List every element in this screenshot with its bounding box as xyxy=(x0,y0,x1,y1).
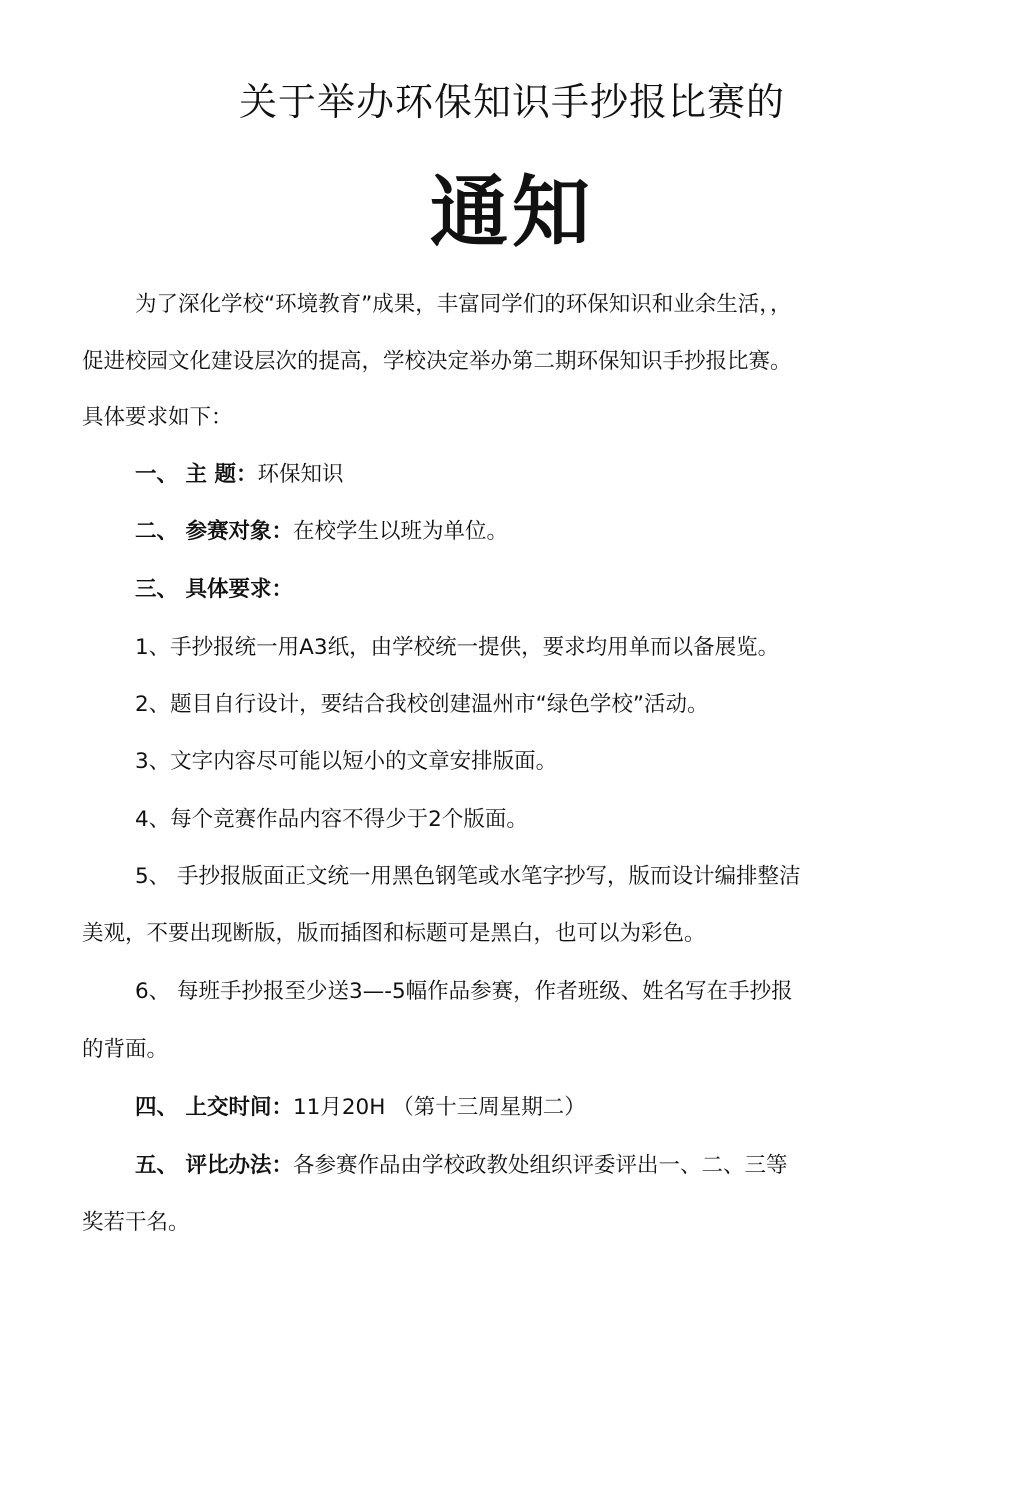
section-theme xyxy=(135,460,995,490)
section-theme-value: 环保知识 xyxy=(257,462,344,487)
intro-line-2: 促进校园文化建设层次的提高，学校决定举办第二期环保知识手抄报比赛。 xyxy=(82,349,792,374)
requirement-item-4: 4、每个竞赛作品内容不得少于2个版面。 xyxy=(135,807,528,832)
intro-line-1: 为了深化学校“环境教育”成果，丰富同学们的环保知识和业余生活，， xyxy=(135,292,792,317)
requirement-item-2: 2、题目自行设计，要结合我校创建温州市“绿色学校”活动。 xyxy=(135,692,709,717)
section-participants-label: 二、 参赛对象： xyxy=(135,519,293,544)
requirement-item-5-line-1: 5、 手抄报版面正文统一用黑色钢笔或水笔字抄写，版而设计编排整洁 xyxy=(135,864,801,889)
requirement-item-5-line-2: 美观，不要出现断版，版而插图和标题可是黑白，也可以为彩色。 xyxy=(82,921,706,946)
document-title: 通知 xyxy=(429,168,594,258)
requirement-item-6-line-1: 6、 每班手抄报至少送3—-5幅作品参赛，作者班级、姓名写在手抄报 xyxy=(135,979,793,1004)
section-judging-label: 五、 评比办法： xyxy=(135,1153,293,1178)
section-submit-time-value: 11月20H （第十三周星期二） xyxy=(293,1095,586,1120)
section-judging-value-line-2: 奖若干名。 xyxy=(82,1210,190,1235)
section-submit-time xyxy=(135,1093,995,1123)
requirement-item-3: 3、文字内容尽可能以短小的文章安排版面。 xyxy=(135,749,558,774)
section-judging xyxy=(135,1151,995,1181)
intro-line-3: 具体要求如下： xyxy=(82,405,233,430)
section-judging-value-line-1: 各参赛作品由学校政教处组织评委评出一、二、三等 xyxy=(293,1153,788,1178)
requirement-item-6-line-2: 的背面。 xyxy=(82,1037,169,1062)
document-subtitle: 关于举办环保知识手抄报比赛的 xyxy=(238,80,785,124)
section-participants xyxy=(135,517,995,547)
section-submit-time-label: 四、 上交时间： xyxy=(135,1095,293,1120)
section-theme-label: 一、 主 题： xyxy=(135,462,258,487)
section-requirements-label: 三、 具体要求： xyxy=(135,577,293,602)
section-participants-value: 在校学生以班为单位。 xyxy=(293,519,509,544)
requirement-item-1: 1、手抄报统一用A3纸，由学校统一提供，要求均用单而以备展览。 xyxy=(135,635,780,660)
